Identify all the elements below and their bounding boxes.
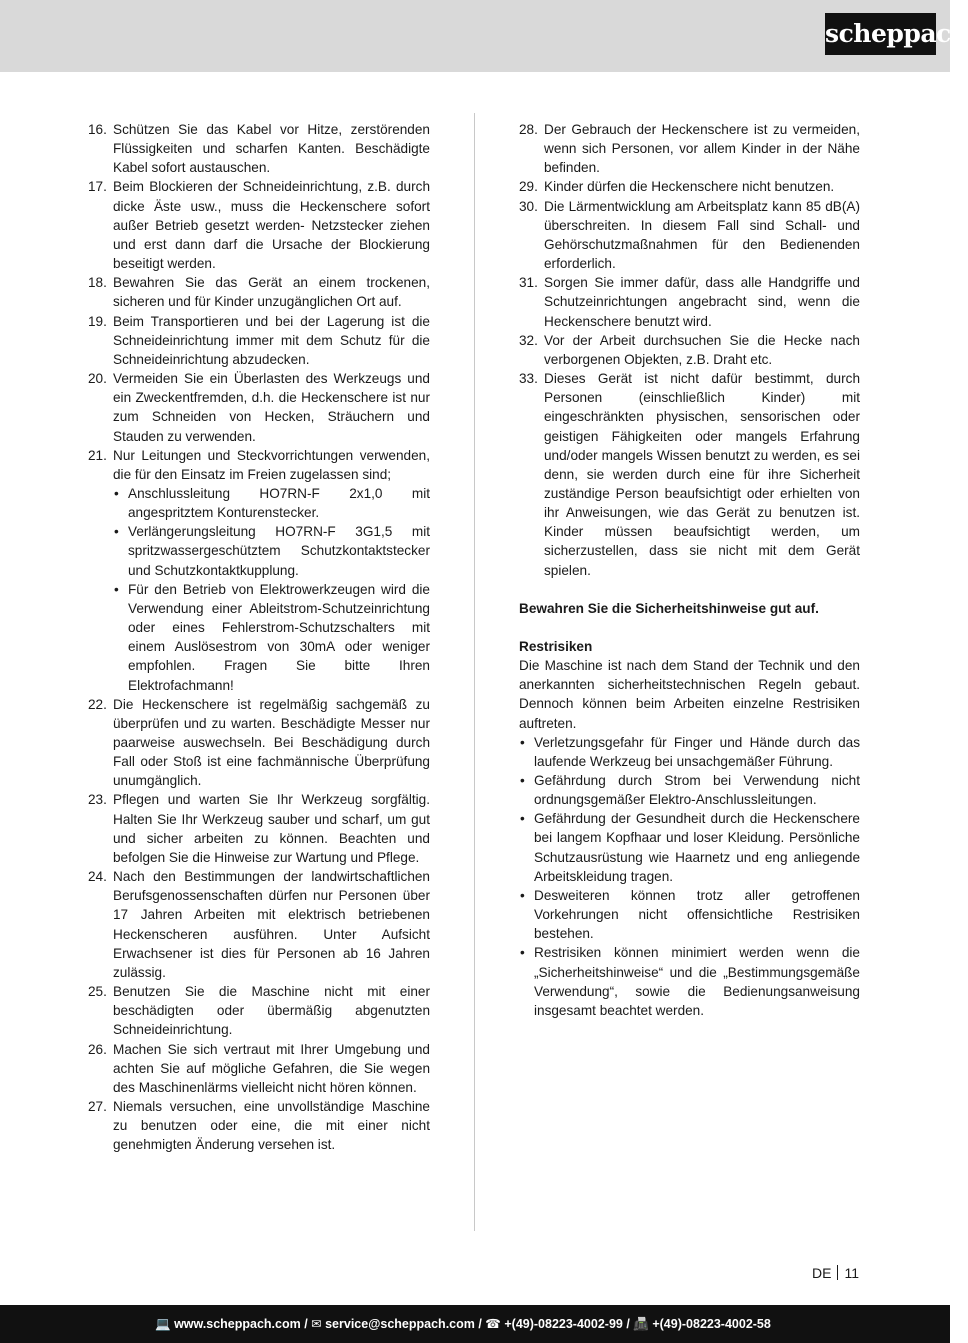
- bullet-dot-icon: •: [520, 811, 525, 827]
- list-item-number: 16.: [88, 122, 107, 137]
- restrisiken-bullets: [519, 733, 860, 1020]
- bullet-item: [88, 522, 430, 579]
- list-item: [519, 369, 860, 580]
- list-item-number: 31.: [519, 275, 538, 291]
- list-item-number: 26.: [88, 1041, 107, 1057]
- list-item: [88, 369, 430, 446]
- footer-phone[interactable]: +(49)-08223-4002-99: [504, 1317, 623, 1331]
- list-item: [519, 177, 860, 196]
- list-item: [519, 197, 860, 274]
- keep-notice: Bewahren Sie die Sicherheitshinweise gut auf.: [519, 600, 819, 616]
- column-divider: [474, 113, 475, 1231]
- list-item-text: Kinder dürfen die Heckenschere nicht benutzen.: [544, 179, 835, 195]
- list-item-text: Nur Leitungen und Steckvorrichtungen verwenden, die für den Einsatz im Freien zugelassen sind;: [113, 447, 430, 482]
- bullet-text: Anschlussleitung HO7RN-F 2x1,0 mit angespritztem Konturenstecker.: [128, 485, 430, 521]
- list-item-text: Beim Transportieren und bei der Lagerung ist die Schneideinrichtung immer mit dem Schutz für die Schneideinrichtung abzudecken.: [113, 313, 430, 367]
- list-item-text: Beim Blockieren der Schneideinrichtung, z.B. durch dicke Äste usw., muss die Heckenschere sofort außer Betrieb gesetzt werden- Netzstecker ziehen und erst dann darf die Ursache der Blockierung beseitigt werden.: [113, 179, 430, 272]
- list-item: [88, 273, 430, 311]
- page-number: [812, 1264, 859, 1282]
- list-item-number: 18.: [88, 275, 107, 291]
- list-item-number: 19.: [88, 313, 107, 329]
- list-item: [519, 331, 860, 369]
- list-item: [88, 1097, 430, 1154]
- bullet-item: [519, 771, 860, 809]
- safety-list-part-2: [88, 695, 430, 1155]
- bullet-item: [519, 943, 860, 1020]
- restrisiken-heading: Restrisiken: [519, 638, 593, 654]
- fax-icon: 📠: [633, 1317, 649, 1331]
- list-item-text: Nach den Bestimmungen der landwirtschaftlichen Berufsgenossenschaften dürfen nur Personen über 17 Jahren Arbeiten mit elektrisch betriebenen Heckenscheren ausführen. Unter Aufsicht Erwachsener ist dies für Personen ab 16 Jahren zulässig.: [113, 869, 430, 980]
- list-item-number: 29.: [519, 179, 538, 195]
- footer-website[interactable]: www.scheppach.com: [174, 1317, 301, 1331]
- list-item-number: 30.: [519, 198, 538, 214]
- bullet-dot-icon: •: [520, 945, 525, 961]
- bullet-text: Desweiteren können trotz aller getroffenen Vorkehrungen nicht offensichtliche Restrisiken bestehen.: [534, 887, 860, 942]
- list-item-text: Vermeiden Sie ein Überlasten des Werkzeugs und ein Zweckentfremden, d.h. die Heckenschere ist nur zum Schneiden von Hecken, Sträuchern und Stauden zu verwenden.: [113, 371, 430, 444]
- footer-sep: /: [622, 1317, 634, 1331]
- list-item-text: Niemals versuchen, eine unvollständige Maschine zu benutzen oder eine, die mit einer nicht genehmigten Änderung versehen ist.: [113, 1098, 430, 1153]
- list-item: [88, 867, 430, 982]
- restrisiken-intro: Die Maschine ist nach dem Stand der Technik und den anerkannten sicherheitstechnischen Regeln gebaut. Dennoch können beim Arbeiten einzelne Restrisiken auftreten.: [519, 658, 860, 731]
- list-item-number: 17.: [88, 179, 107, 195]
- bullet-text: Für den Betrieb von Elektrowerkzeugen wird die Verwendung einer Ableitstrom-Schutzeinrichtung oder eines Fehlerstrom-Schutzschalters mit einem Auslösestrom von 30mA oder weniger empfohlen. Fragen Sie bitte Ihren Elektrofachmann!: [128, 581, 430, 693]
- bullet-dot-icon: •: [520, 887, 525, 903]
- page-separator: [837, 1265, 838, 1280]
- list-item: [88, 446, 430, 484]
- list-item: [88, 790, 430, 867]
- list-item-number: 24.: [88, 869, 107, 885]
- list-item-text: Sorgen Sie immer dafür, dass alle Handgriffe und Schutzeinrichtungen angebracht sind, wenn die Heckenschere benutzt wird.: [544, 275, 860, 329]
- list-item: [88, 177, 430, 273]
- list-item-text: Bewahren Sie das Gerät an einem trockenen, sicheren und für Kinder unzugänglichen Ort auf.: [113, 275, 430, 310]
- safety-list-part-1: [88, 120, 430, 484]
- list-item: [88, 312, 430, 369]
- phone-icon: ☎: [485, 1317, 501, 1331]
- bullet-text: Gefährdung durch Strom bei Verwendung nicht ordnungsgemäßer Elektro-Anschlussleitungen.: [534, 773, 860, 808]
- list-item: [519, 273, 860, 330]
- right-column: [519, 120, 860, 1020]
- list-item-text: Die Heckenschere ist regelmäßig sachgemäß zu überprüfen und zu warten. Beschädigte Messer nur paarweise auswechseln. Bei Beschädigung durch Fall oder Stoß ist eine fachmännische Überprüfung unumgänglich.: [113, 696, 430, 789]
- bullet-item: [519, 733, 860, 771]
- footer-email[interactable]: service@scheppach.com: [325, 1317, 475, 1331]
- list-item-text: Pflegen und warten Sie Ihr Werkzeug sorgfältig. Halten Sie Ihr Werkzeug sauber und scharf, um gut und sicher arbeiten zu können. Beachten und befolgen Sie die Hinweise zur Wartung und Pflege.: [113, 792, 430, 865]
- list-item-text: Dieses Gerät ist nicht dafür bestimmt, durch Personen (einschließlich Kinder) mit eingeschränkten physischen, sensorischen oder geistigen Fähigkeiten oder mangels Erfahrung und/oder mangels Wissen benutzt zu werden, es sei denn, sie werden durch eine für ihre Sicherheit zuständige Person beaufsichtigt oder erhielten von ihr Anweisungen, wie das Gerät zu benutzen ist. Kinder müssen beaufsichtigt werden, um sicherzustellen, dass sie nicht mit dem Gerät spielen.: [544, 371, 860, 578]
- bullet-text: Verletzungsgefahr für Finger und Hände durch das laufende Werkzeug bei unsachgemäßer Führung.: [534, 734, 860, 769]
- list-item-number: 21.: [88, 447, 107, 463]
- bullet-text: Verlängerungsleitung HO7RN-F 3G1,5 mit spritzwassergeschütztem Schutzkontaktstecker und Schutzkontaktkupplung.: [128, 524, 430, 578]
- list-item-number: 27.: [88, 1098, 107, 1114]
- list-item-number: 32.: [519, 332, 538, 348]
- list-item-text: Die Lärmentwicklung am Arbeitsplatz kann 85 dB(A) überschreiten. In diesem Fall sind Schall- und Gehörschutzmaßnahmen für den Bedienenden erforderlich.: [544, 198, 860, 272]
- left-column: [88, 120, 430, 1154]
- footer-contacts: [155, 1305, 771, 1343]
- list-item-text: Schützen Sie das Kabel vor Hitze, zerstörenden Flüssigkeiten und scharfen Kanten. Beschädigte Kabel sofort austauschen.: [113, 122, 430, 176]
- bullet-item: [519, 809, 860, 886]
- bullet-item: [88, 580, 430, 695]
- computer-icon: 💻: [155, 1317, 171, 1331]
- list-item-number: 23.: [88, 792, 107, 808]
- list-item: [88, 982, 430, 1039]
- list-item-number: 22.: [88, 696, 107, 712]
- list-item-text: Der Gebrauch der Heckenschere ist zu vermeiden, wenn sich Personen, vor allem Kinder in der Nähe befinden.: [544, 122, 860, 176]
- page-lang: DE: [812, 1265, 832, 1281]
- list-item: [88, 120, 430, 177]
- footer-bar: [0, 1305, 950, 1343]
- list-item-number: 20.: [88, 371, 107, 387]
- footer-sep: /: [474, 1317, 486, 1331]
- bullet-text: Gefährdung der Gesundheit durch die Heckenschere bei langem Kopfhaar und loser Kleidung. Persönliche Schutzausrüstung wie Haarnetz und eng anliegende Arbeitskleidung tragen.: [534, 811, 860, 884]
- bullet-dot-icon: •: [114, 485, 119, 501]
- mail-icon: ✉: [311, 1317, 322, 1331]
- brand-logo: scheppach: [825, 13, 936, 55]
- list-item-text: Machen Sie sich vertraut mit Ihrer Umgebung und achten Sie auf mögliche Gefahren, die Sie wegen des Maschinenlärms vielleicht nicht hören können.: [113, 1041, 430, 1095]
- list-item: [519, 120, 860, 177]
- bullet-dot-icon: •: [114, 524, 119, 540]
- list-item-text: Benutzen Sie die Maschine nicht mit einer beschädigten oder übermäßig abgenutzten Schneideinrichtung.: [113, 984, 430, 1038]
- bullet-item: [519, 886, 860, 943]
- page-number-value: 11: [844, 1265, 859, 1281]
- list-item-number: 33.: [519, 371, 538, 387]
- footer-fax: +(49)-08223-4002-58: [652, 1317, 771, 1331]
- list-item-number: 25.: [88, 984, 107, 1000]
- list-item: [88, 1040, 430, 1097]
- bullet-dot-icon: •: [520, 734, 525, 750]
- list-item-number: 28.: [519, 122, 538, 137]
- header-bar: [0, 0, 968, 72]
- item-21-bullets: [88, 484, 430, 695]
- footer-sep: /: [300, 1317, 312, 1331]
- list-item-text: Vor der Arbeit durchsuchen Sie die Hecke nach verborgenen Objekten, z.B. Draht etc.: [544, 332, 860, 367]
- list-item: [88, 695, 430, 791]
- bullet-item: [88, 484, 430, 522]
- safety-list-part-3: [519, 120, 860, 580]
- bullet-dot-icon: •: [520, 773, 525, 788]
- bullet-dot-icon: •: [114, 581, 119, 597]
- bullet-text: Restrisiken können minimiert werden wenn die „Sicherheitshinweise“ und die „Bestimmungsgemäße Verwendung“, sowie die Bedienungsanweisung insgesamt beachtet werden.: [534, 945, 860, 1018]
